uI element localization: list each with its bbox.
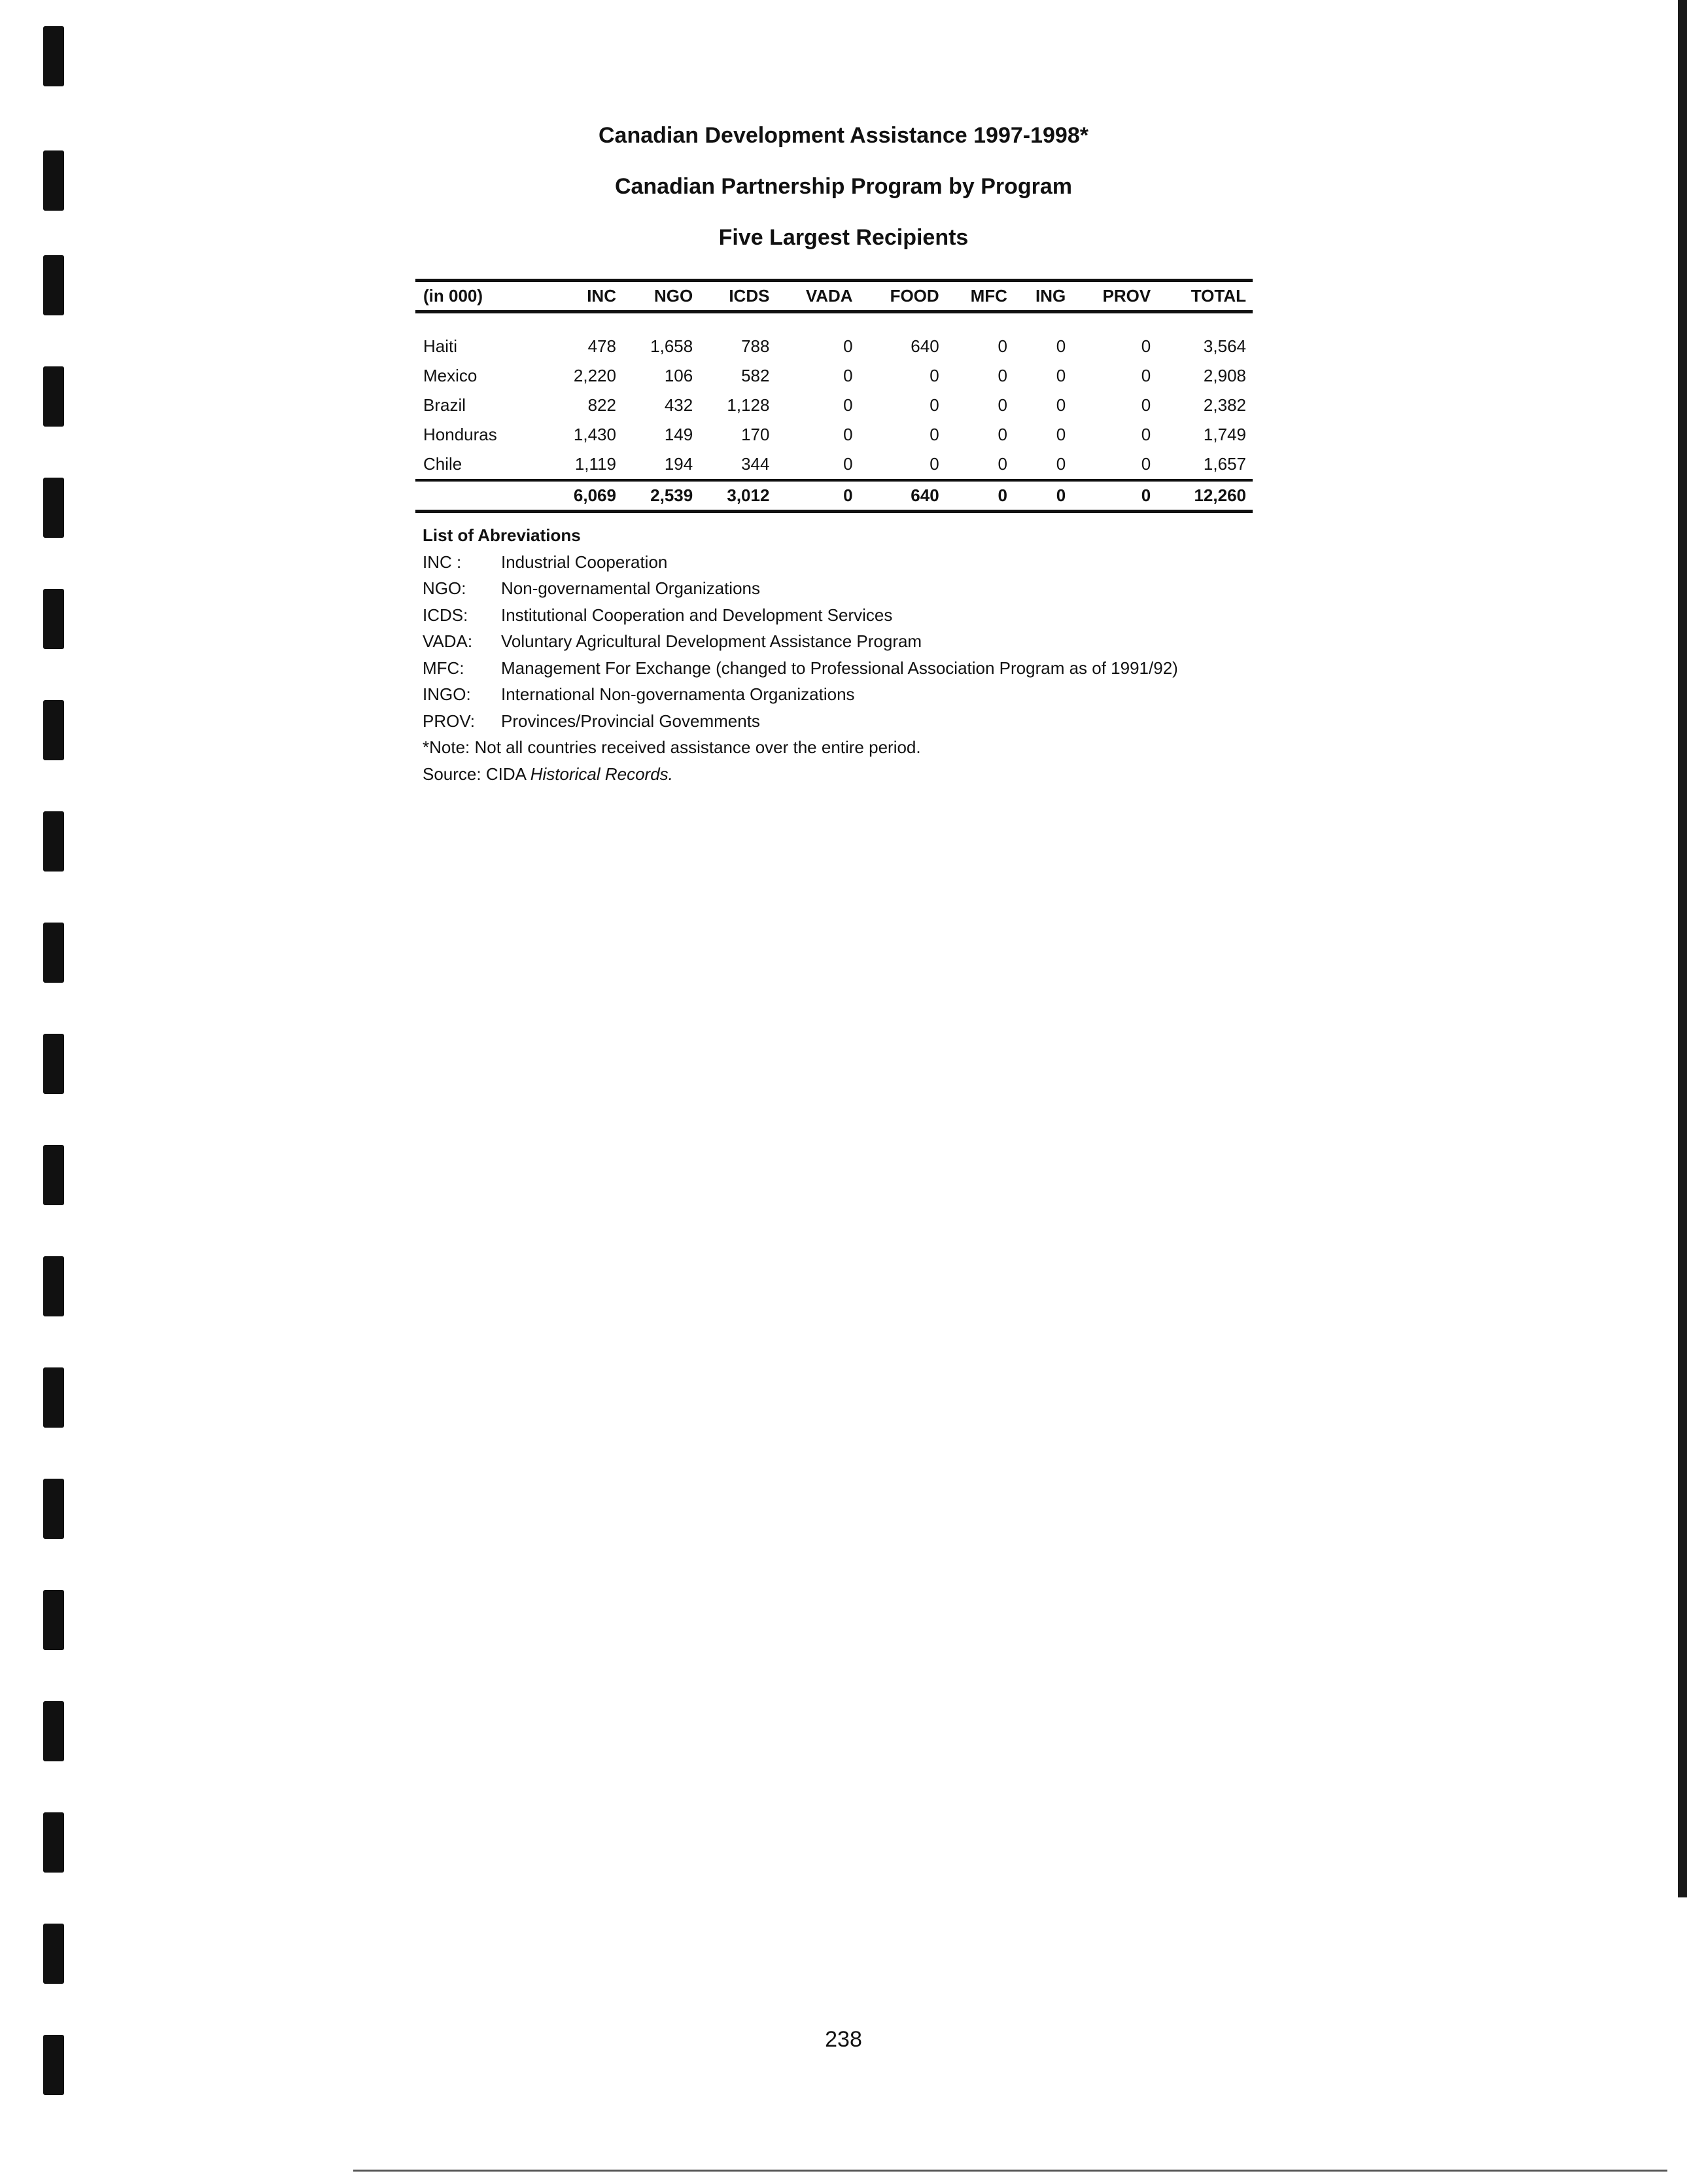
value-cell: 0: [998, 395, 1007, 415]
binder-hole: [43, 1367, 64, 1428]
totals-row: [415, 480, 1253, 512]
page-number: 238: [825, 2027, 862, 2052]
abbreviation-value: Management For Exchange (changed to Professional Association Program as of 1991/92): [501, 658, 1178, 678]
table-row: [415, 449, 1253, 480]
value-cell: 106: [664, 366, 693, 385]
table-row: [415, 332, 1253, 361]
value-cell: 0: [843, 336, 853, 356]
abbreviation-value: Industrial Cooperation: [501, 552, 668, 572]
table-row: [415, 420, 1253, 449]
abbreviations-section: [423, 522, 1178, 787]
value-cell: 1,658: [650, 336, 693, 356]
binder-hole: [43, 478, 64, 538]
binder-hole: [43, 1701, 64, 1761]
abbreviation-key: INGO:: [423, 684, 471, 704]
total-cell: 3,012: [699, 480, 776, 512]
binder-hole: [43, 366, 64, 427]
column-header: PROV: [1072, 281, 1157, 312]
binder-hole: [43, 1479, 64, 1539]
abbreviation-value: International Non-governamenta Organizations: [501, 684, 855, 704]
total-cell: 6,069: [546, 480, 623, 512]
value-cell: 0: [1056, 395, 1066, 415]
value-cell: 0: [1056, 366, 1066, 385]
main-title: Canadian Development Assistance 1997-1998*: [599, 123, 1088, 148]
binder-hole: [43, 811, 64, 872]
table-row: [415, 391, 1253, 420]
abbreviation-item: [423, 549, 1178, 576]
value-cell: 194: [664, 454, 693, 474]
total-cell: 12,260: [1157, 480, 1253, 512]
column-header: INC: [546, 281, 623, 312]
total-cell: [415, 480, 546, 512]
column-header: FOOD: [860, 281, 946, 312]
value-cell: 149: [664, 425, 693, 444]
value-cell: 0: [998, 454, 1007, 474]
column-header: ICDS: [699, 281, 776, 312]
binder-hole: [43, 923, 64, 983]
value-cell: 2,382: [1203, 395, 1246, 415]
abbreviation-item: [423, 602, 1178, 629]
total-cell: 0: [946, 480, 1014, 512]
total-cell: 640: [860, 480, 946, 512]
value-cell: 3,564: [1203, 336, 1246, 356]
subtitle: Canadian Partnership Program by Program: [614, 174, 1073, 199]
binder-hole: [43, 1034, 64, 1094]
value-cell: 170: [741, 425, 770, 444]
binder-hole: [43, 1145, 64, 1205]
abbreviation-item: [423, 708, 1178, 735]
spacer-row: [415, 312, 1253, 332]
value-cell: 344: [741, 454, 770, 474]
abbreviation-key: ICDS:: [423, 605, 468, 625]
note-text: *Note: Not all countries received assistance over the entire period.: [423, 737, 921, 757]
value-cell: 0: [843, 395, 853, 415]
value-cell: 822: [587, 395, 616, 415]
abbreviation-value: Voluntary Agricultural Development Assistance Program: [501, 631, 922, 651]
page-edge-shadow: [1678, 0, 1687, 1897]
total-cell: 0: [1072, 480, 1157, 512]
binder-hole: [43, 1590, 64, 1650]
column-header: MFC: [946, 281, 1014, 312]
abbreviation-key: PROV:: [423, 711, 475, 731]
value-cell: 0: [1141, 366, 1151, 385]
value-cell: 0: [930, 454, 939, 474]
abbreviations-heading: List of Abreviations: [423, 525, 581, 545]
source-title: Historical Records.: [530, 764, 673, 784]
value-cell: 0: [930, 395, 939, 415]
abbreviation-value: Provinces/Provincial Govemments: [501, 711, 760, 731]
country-cell: Chile: [423, 454, 462, 474]
country-cell: Honduras: [423, 425, 497, 444]
total-cell: 2,539: [623, 480, 699, 512]
value-cell: 1,119: [574, 454, 616, 474]
total-cell: 0: [1014, 480, 1072, 512]
value-cell: 0: [1141, 395, 1151, 415]
value-cell: 0: [930, 425, 939, 444]
abbreviation-item: [423, 655, 1178, 682]
binder-holes: [43, 26, 65, 2159]
value-cell: 0: [998, 336, 1007, 356]
value-cell: 1,749: [1203, 425, 1246, 444]
value-cell: 1,128: [727, 395, 770, 415]
value-cell: 0: [1056, 454, 1066, 474]
value-cell: 1,430: [573, 425, 616, 444]
binder-hole: [43, 1812, 64, 1873]
binder-hole: [43, 700, 64, 760]
value-cell: 2,908: [1203, 366, 1246, 385]
abbreviation-item: [423, 575, 1178, 602]
value-cell: 0: [998, 366, 1007, 385]
column-header: NGO: [623, 281, 699, 312]
abbreviation-key: INC :: [423, 552, 462, 572]
table-row: [415, 361, 1253, 391]
value-cell: 0: [843, 454, 853, 474]
source-line: [423, 761, 1178, 788]
country-cell: Brazil: [423, 395, 466, 415]
abbreviation-value: Non-governamental Organizations: [501, 578, 760, 598]
country-cell: Haiti: [423, 336, 458, 356]
value-cell: 478: [587, 336, 616, 356]
column-header: TOTAL: [1157, 281, 1253, 312]
value-cell: 0: [1056, 336, 1066, 356]
value-cell: 582: [741, 366, 770, 385]
binder-hole: [43, 589, 64, 649]
value-cell: 0: [1141, 425, 1151, 444]
binder-hole: [43, 1256, 64, 1316]
value-cell: 1,657: [1203, 454, 1246, 474]
value-cell: 640: [911, 336, 939, 356]
binder-hole: [43, 26, 64, 86]
recipients-table: [415, 279, 1253, 513]
value-cell: 0: [1141, 336, 1151, 356]
total-cell: 0: [776, 480, 859, 512]
column-header: (in 000): [415, 281, 546, 312]
binder-hole: [43, 255, 64, 315]
column-header: VADA: [776, 281, 859, 312]
abbreviation-value: Institutional Cooperation and Development Services: [501, 605, 893, 625]
value-cell: 0: [1141, 454, 1151, 474]
value-cell: 0: [843, 366, 853, 385]
abbreviation-item: [423, 681, 1178, 708]
abbreviation-key: VADA:: [423, 631, 473, 651]
value-cell: 0: [998, 425, 1007, 444]
abbreviation-key: NGO:: [423, 578, 466, 598]
value-cell: 432: [664, 395, 693, 415]
column-header: ING: [1014, 281, 1072, 312]
page-bottom-edge: [353, 2170, 1667, 2172]
value-cell: 0: [1056, 425, 1066, 444]
binder-hole: [43, 1924, 64, 1984]
country-cell: Mexico: [423, 366, 478, 385]
value-cell: 0: [843, 425, 853, 444]
source-prefix: Source: CIDA: [423, 764, 530, 784]
abbreviation-item: [423, 628, 1178, 655]
table-header-row: [415, 281, 1253, 312]
table-title: Five Largest Recipients: [718, 225, 969, 250]
value-cell: 2,220: [573, 366, 616, 385]
abbreviation-key: MFC:: [423, 658, 464, 678]
value-cell: 788: [741, 336, 770, 356]
value-cell: 0: [930, 366, 939, 385]
